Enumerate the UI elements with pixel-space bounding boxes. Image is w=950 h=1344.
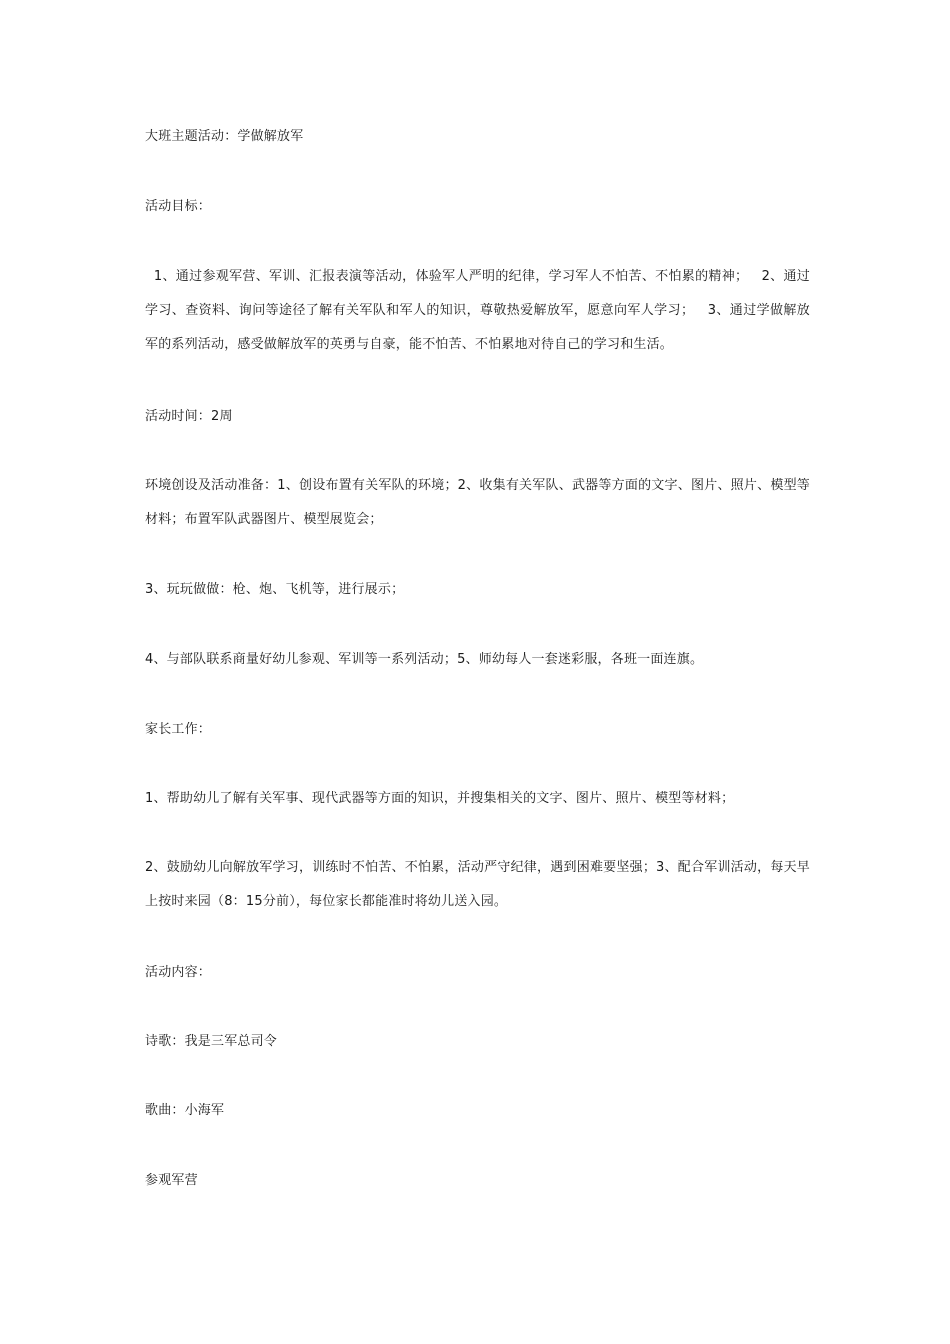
content-song: 歌曲：小海军 xyxy=(145,1103,225,1118)
parents-item-2-3: 2、鼓励幼儿向解放军学习，训练时不怕苦、不怕累，活动严守纪律，遇到困难要坚强；3、配合军训活动，每天早上按时来园（8：15分前），每位家长都能准时将幼儿送入园。 xyxy=(145,860,810,909)
environment-paragraph: 环境创设及活动准备：1、创设布置有关军队的环境；2、收集有关军队、武器等方面的文字、图片、照片、模型等材料；布置军队武器图片、模型展览会； xyxy=(145,478,810,527)
preparation-item-3: 3、玩玩做做：枪、炮、飞机等，进行展示； xyxy=(145,582,405,597)
goals-paragraph: 1、通过参观军营、军训、汇报表演等活动，体验军人严明的纪律，学习军人不怕苦、不怕累的精神； 2、通过学习、查资料、询问等途径了解有关军队和军人的知识，尊敬热爱解放军，愿意向军人学习； 3、通过学做解放军的系列活动，感受做解放军的英勇与自豪，能不怕苦、不怕累地对待自己的学习和生活。 xyxy=(145,269,810,352)
content-poem: 诗歌：我是三军总司令 xyxy=(145,1034,278,1049)
document-title: 大班主题活动：学做解放军 xyxy=(145,129,304,144)
parents-heading: 家长工作： xyxy=(145,722,212,737)
content-visit: 参观军营 xyxy=(145,1173,198,1188)
content-heading: 活动内容： xyxy=(145,965,212,980)
activity-time: 活动时间：2周 xyxy=(145,409,233,424)
goals-heading: 活动目标： xyxy=(145,199,212,214)
parents-item-1: 1、帮助幼儿了解有关军事、现代武器等方面的知识，并搜集相关的文字、图片、照片、模型等材料； xyxy=(145,791,735,806)
preparation-item-4-5: 4、与部队联系商量好幼儿参观、军训等一系列活动；5、师幼每人一套迷彩服，各班一面连旗。 xyxy=(145,652,704,667)
